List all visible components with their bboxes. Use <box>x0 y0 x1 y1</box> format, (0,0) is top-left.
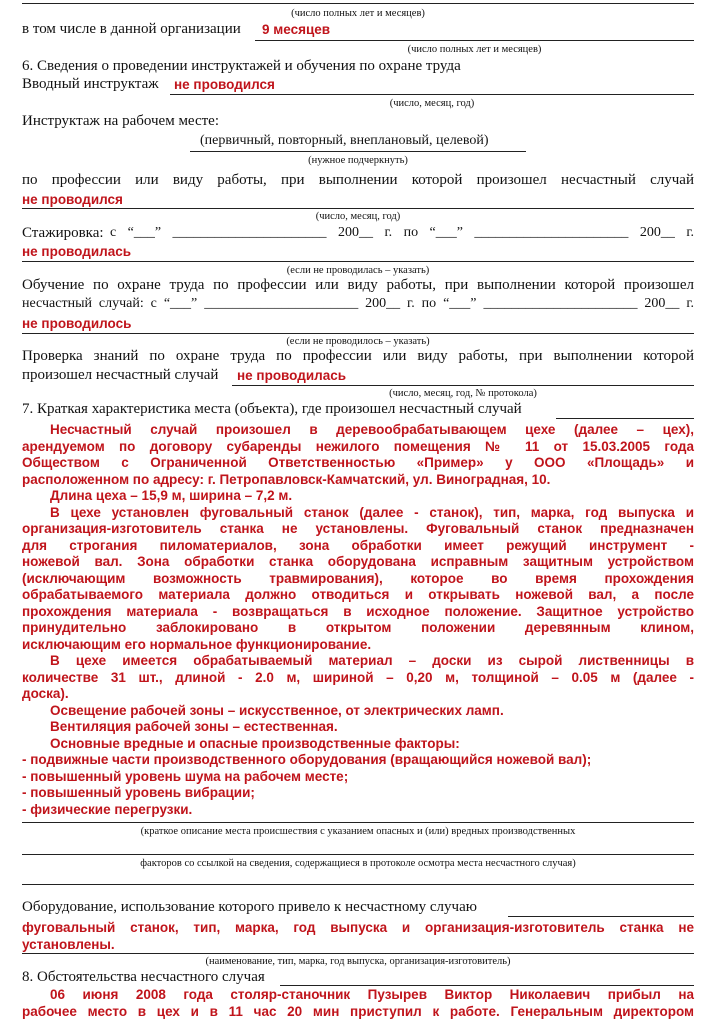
equipment-label: Оборудование, использование которого привело к несчастному случаю <box>22 899 477 915</box>
circumstances-l1: 06 июня 2008 года столяр-станочник Пузырев Виктор Николаевич прибыл на <box>50 987 694 1002</box>
caption-protocol: (число, месяц, год, № протокола) <box>389 388 537 399</box>
place-p2: Длина цеха – 15,9 м, ширина – 7,2 м. <box>50 488 293 503</box>
caption-full-years-top: (число полных лет и месяцев) <box>291 8 425 19</box>
org-experience-value: 9 месяцев <box>262 22 331 37</box>
section-7-line-1 <box>22 822 694 823</box>
place-p1-l3: Обществом с Ограниченной Ответственностью «Пример» у ООО «Площадь» и <box>22 455 694 470</box>
equipment-label-line <box>508 916 694 917</box>
place-p1-l1: Несчастный случай произошел в деревообрабатывающем цехе (далее – цех), <box>50 422 694 437</box>
caption-if-not-2: (если не проводилось – указать) <box>286 336 430 347</box>
training-line-1: Обучение по охране труда по профессии или виду работы, при выполнении которой произошел <box>22 277 694 293</box>
place-p6: Вентиляция рабочей зоны – естественная. <box>50 719 338 734</box>
place-p3-l3: для строгания пиломатериалов, зона обработки имеет режущий инструмент - <box>22 537 694 553</box>
training-line <box>22 333 694 334</box>
caption-if-not-1: (если не проводилась – указать) <box>286 265 430 276</box>
workplace-briefing-line <box>190 151 526 152</box>
knowledge-check-line-2: произошел несчастный случай <box>22 367 219 383</box>
intro-briefing-value: не проводился <box>174 77 275 92</box>
section-8-text <box>22 987 694 1020</box>
place-p3-l9: исключающим его нормальное функционирование. <box>22 636 372 652</box>
factor-3: - повышенный уровень вибрации; <box>22 785 255 800</box>
knowledge-check-line-1: Проверка знаний по охране труда по профессии или виду работы, при выполнении которой <box>22 348 694 364</box>
by-profession-value: не проводился <box>22 192 123 207</box>
factor-4: - физические перегрузки. <box>22 801 193 817</box>
caption-place-description-2: факторов со ссылкой на сведения, содержащиеся в протоколе осмотра места несчастного случая) <box>140 858 576 869</box>
section-7-description <box>22 422 694 818</box>
section-7-title: 7. Краткая характеристика места (объекта), где произошел несчастный случай <box>22 401 522 417</box>
place-p3-l4: ножевой вал. Зона обработки станка оборудована исправным защитным устройством <box>22 554 694 569</box>
place-p1-l2: арендуемом по договору субаренды нежилого помещения № 11 от 15.03.2005 года <box>22 438 694 454</box>
section-8-title: 8. Обстоятельства несчастного случая <box>22 969 265 985</box>
place-p5: Освещение рабочей зоны – искусственное, от электрических ламп. <box>50 702 504 718</box>
place-p3-l2: организация-изготовитель станка не установлены. Фуговальный станок предназначен <box>22 521 694 536</box>
org-experience-line <box>255 40 694 41</box>
knowledge-check-line <box>232 385 694 386</box>
internship-line <box>22 261 694 262</box>
factor-2: - повышенный уровень шума на рабочем месте; <box>22 768 349 784</box>
place-p4-l2: количестве 31 шт., длиной - 2.0 м, шириной – 0,20 м, толщиной – 0.05 м (далее - <box>22 669 694 685</box>
equipment-value-2: установлены. <box>22 937 115 952</box>
place-p3-l1: В цехе установлен фуговальный станок (далее - станок), тип, марка, год выпуска и <box>50 504 694 520</box>
by-profession-label: по профессии или виду работы, при выполнении которой произошел несчастный случай <box>22 172 694 188</box>
internship-label: Стажировка: <box>22 225 104 241</box>
section-6-title: 6. Сведения о проведении инструктажей и обучения по охране труда <box>22 58 461 74</box>
intro-briefing-label: Вводный инструктаж <box>22 76 159 92</box>
caption-underline-needed: (нужное подчеркнуть) <box>308 155 408 166</box>
place-p3-l7: прохождения материала - возвращаться в исходное положение. Защитное устройство <box>22 603 694 619</box>
workplace-briefing-options: (первичный, повторный, внеплановый, целевой) <box>200 133 489 148</box>
caption-equipment: (наименование, тип, марка, год выпуска, организация-изготовитель) <box>205 956 511 967</box>
knowledge-check-value: не проводилась <box>237 368 347 383</box>
caption-place-description-1: (краткое описание места происшествия с указанием опасных и (или) вредных производственных <box>140 826 576 837</box>
internship-dates: с “___” ______________________ 200__ г. по “___” ______________________ 200__ г. <box>110 225 694 240</box>
workplace-briefing-label: Инструктаж на рабочем месте: <box>22 113 219 129</box>
place-p3-l8: принудительно заблокировано в открытом положении деревянным клином, <box>22 620 694 635</box>
training-line-2: несчастный случай: с “___” ______________________ 200__ г. по “___” ______________________ 200__ г. <box>22 296 694 311</box>
place-p4-l1: В цехе имеется обрабатываемый материал – доски из сырой лиственницы в <box>50 653 694 668</box>
factor-1: - подвижные части производственного оборудования (вращающийся ножевой вал); <box>22 752 592 767</box>
place-p7: Основные вредные и опасные производственные факторы: <box>50 735 460 751</box>
by-profession-line <box>22 208 694 209</box>
equipment-value-1: фуговальный станок, тип, марка, год выпуска и организация-изготовитель станка не <box>22 920 694 935</box>
place-p3-l6: обрабатываемого материала должно отводиться и открывать ножевой вал, а после <box>22 587 694 602</box>
caption-full-years-2: (число полных лет и месяцев) <box>407 44 542 55</box>
place-p3-l5: (исключающим возможность травмирования), которое во время прохождения <box>22 570 694 586</box>
section-7-line-2 <box>22 854 694 855</box>
equipment-line <box>22 953 694 954</box>
internship-value: не проводилась <box>22 244 132 259</box>
section-7-title-line <box>556 418 694 419</box>
section-7-line-3 <box>22 884 694 885</box>
training-value: не проводилось <box>22 316 132 331</box>
caption-date-2: (число, месяц, год) <box>315 211 401 222</box>
place-p1-l4: расположенном по адресу: г. Петропавловск-Камчатский, ул. Виноградная, 10. <box>22 471 551 487</box>
section-8-title-line <box>280 985 694 986</box>
intro-briefing-line <box>170 94 694 95</box>
org-experience-label: в том числе в данной организации <box>22 21 241 37</box>
place-p4-l3: доска). <box>22 686 69 701</box>
circumstances-l2: рабочее место в цех и в 11 час 20 мин приступил к работе. Генеральным директором <box>22 1003 694 1019</box>
top-rule <box>22 3 694 4</box>
caption-date-1: (число, месяц, год) <box>389 98 475 109</box>
